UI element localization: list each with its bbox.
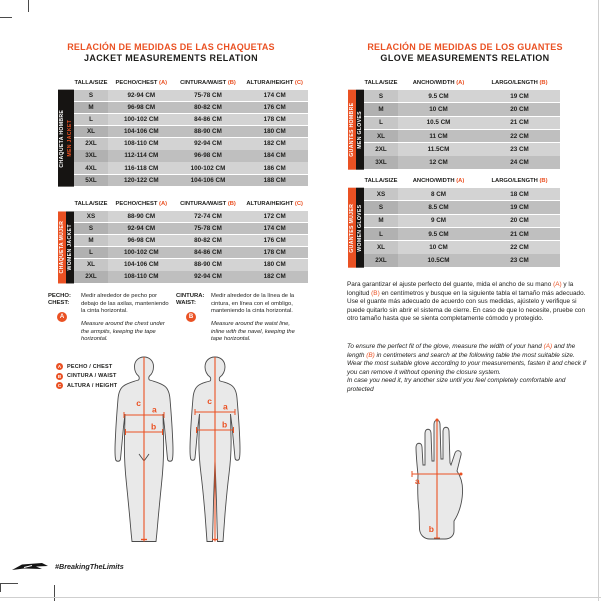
men-gloves-table bbox=[348, 79, 560, 170]
table-row bbox=[74, 102, 308, 113]
jacket-section-title: RELACIÓN DE MEDIDAS DE LAS CHAQUETAS bbox=[67, 42, 275, 52]
value-cell: 75-78 CM bbox=[175, 223, 242, 234]
legend-label: CINTURA / WAIST bbox=[67, 373, 117, 380]
table-row bbox=[74, 150, 308, 161]
legend-label: ALTURA / HEIGHT bbox=[67, 382, 118, 389]
value-cell: 10.5CM bbox=[398, 254, 479, 266]
value-cell: 108-110 CM bbox=[108, 138, 175, 149]
measure-letter-ref: (B) bbox=[371, 289, 380, 297]
size-cell: 2XL bbox=[364, 254, 398, 266]
table-row bbox=[74, 271, 308, 282]
value-cell: 8.5 CM bbox=[398, 201, 479, 213]
value-cell: 92-94 CM bbox=[108, 223, 175, 234]
chest-note-label: PECHO: CHEST: bbox=[48, 293, 71, 307]
value-cell: 80-82 CM bbox=[175, 102, 242, 113]
waist-note-text-en: Measure around the waist line, inline with the navel, keeping the tape horizontal. bbox=[211, 320, 295, 343]
size-cell: S bbox=[74, 90, 108, 101]
value-cell: 108-110 CM bbox=[108, 271, 175, 282]
value-cell: 116-118 CM bbox=[108, 162, 175, 173]
size-cell: 5XL bbox=[74, 175, 108, 186]
column-header: LARGO/LENGTH (B) bbox=[491, 178, 548, 184]
table-row bbox=[364, 117, 560, 129]
page-edge bbox=[598, 0, 599, 601]
size-cell: 2XL bbox=[364, 143, 398, 155]
table-row bbox=[364, 103, 560, 115]
value-cell: 21 CM bbox=[479, 117, 560, 129]
value-cell: 8 CM bbox=[398, 188, 479, 200]
crop-mark bbox=[28, 0, 29, 12]
measure-legend bbox=[56, 362, 117, 391]
value-cell: 10.5 CM bbox=[398, 117, 479, 129]
column-header: LARGO/LENGTH (B) bbox=[491, 80, 548, 86]
value-cell: 21 CM bbox=[479, 228, 560, 240]
size-cell: 2XL bbox=[74, 271, 108, 282]
size-cell: L bbox=[74, 247, 108, 258]
value-cell: 100-102 CM bbox=[108, 114, 175, 125]
value-cell: 180 CM bbox=[241, 126, 308, 137]
value-cell: 9 CM bbox=[398, 215, 479, 227]
size-cell: M bbox=[364, 215, 398, 227]
side-label-en: MEN GLOVES bbox=[356, 90, 364, 170]
label-a: a bbox=[223, 401, 228, 412]
header-letter: (B) bbox=[539, 80, 548, 86]
value-cell: 178 CM bbox=[241, 114, 308, 125]
side-label-es: CHAQUETA MUJER bbox=[58, 211, 66, 283]
value-cell: 80-82 CM bbox=[175, 235, 242, 246]
table-row bbox=[74, 90, 308, 101]
column-header: ALTURA/HEIGHT (C) bbox=[246, 80, 303, 86]
value-cell: 96-98 CM bbox=[108, 102, 175, 113]
glove-section-subtitle: GLOVE MEASUREMENTS RELATION bbox=[380, 52, 550, 63]
header-letter: (C) bbox=[294, 201, 303, 207]
male-figure-diagram bbox=[111, 356, 177, 546]
column-header: PECHO/CHEST (A) bbox=[115, 201, 168, 207]
table-row bbox=[364, 228, 560, 240]
size-cell: S bbox=[74, 223, 108, 234]
value-cell: 10 CM bbox=[398, 103, 479, 115]
label-b: b bbox=[222, 419, 228, 430]
side-label-es: GUANTES HOMBRE bbox=[348, 90, 356, 170]
measure-badge-b: B bbox=[186, 312, 196, 322]
header-letter: (B) bbox=[227, 80, 236, 86]
value-cell: 75-78 CM bbox=[175, 90, 242, 101]
legend-row bbox=[56, 372, 117, 382]
brand-logo bbox=[12, 562, 48, 572]
column-header: ALTURA/HEIGHT (C) bbox=[246, 201, 303, 207]
size-cell: M bbox=[74, 235, 108, 246]
table-header-row bbox=[74, 200, 308, 208]
value-cell: 20 CM bbox=[479, 215, 560, 227]
value-cell: 23 CM bbox=[479, 254, 560, 266]
size-cell: S bbox=[364, 201, 398, 213]
value-cell: 120-122 CM bbox=[108, 175, 175, 186]
header-letter: (A) bbox=[159, 201, 168, 207]
side-label-en: WOMEN JACKET bbox=[66, 211, 74, 283]
value-cell: 176 CM bbox=[241, 102, 308, 113]
size-cell: 4XL bbox=[74, 162, 108, 173]
value-cell: 23 CM bbox=[479, 143, 560, 155]
measure-letter-ref: (A) bbox=[553, 281, 562, 288]
header-letter: (B) bbox=[539, 178, 548, 184]
value-cell: 96-98 CM bbox=[108, 235, 175, 246]
crop-mark bbox=[0, 583, 1, 592]
crop-mark bbox=[0, 17, 12, 18]
size-cell: XL bbox=[74, 259, 108, 270]
value-cell: 12 CM bbox=[398, 156, 479, 168]
side-label-es: CHAQUETA HOMBRE bbox=[58, 90, 66, 187]
side-label-es: GUANTES MUJER bbox=[348, 188, 356, 268]
value-cell: 19 CM bbox=[479, 90, 560, 102]
value-cell: 184 CM bbox=[241, 150, 308, 161]
measure-letter-ref: (B) bbox=[366, 351, 375, 359]
value-cell: 72-74 CM bbox=[175, 211, 242, 222]
table-row bbox=[364, 201, 560, 213]
value-cell: 92-94 CM bbox=[175, 138, 242, 149]
value-cell: 88-90 CM bbox=[175, 126, 242, 137]
glove-instructions-en: To ensure the perfect fit of the glove, measure the width of your hand (A) and the length (B) in centimeters and search at the following table the most suitable size. Wear the most suitable glove according to your measurements, fasten it and check if you can remove it without opening the closure system. In case you need it, try another size until you feel completely comfortable and protected bbox=[347, 343, 586, 393]
column-header: ANCHO/WIDTH (A) bbox=[412, 178, 465, 184]
women-gloves-table bbox=[348, 177, 560, 268]
value-cell: 9.5 CM bbox=[398, 90, 479, 102]
column-header: TALLA/SIZE bbox=[364, 80, 398, 86]
label-c: c bbox=[136, 398, 141, 408]
legend-badge: B bbox=[57, 373, 62, 379]
line-end-dot bbox=[460, 473, 463, 476]
value-cell: 188 CM bbox=[241, 175, 308, 186]
value-cell: 174 CM bbox=[241, 90, 308, 101]
hand-silhouette bbox=[416, 420, 463, 539]
value-cell: 182 CM bbox=[241, 271, 308, 282]
value-cell: 9.5 CM bbox=[398, 228, 479, 240]
value-cell: 20 CM bbox=[479, 103, 560, 115]
size-cell: S bbox=[364, 90, 398, 102]
table-row bbox=[74, 259, 308, 270]
size-cell: XL bbox=[364, 241, 398, 253]
table-row bbox=[74, 162, 308, 173]
value-cell: 104-106 CM bbox=[175, 175, 242, 186]
footer-hashtag: #BreakingTheLimits bbox=[55, 562, 124, 571]
value-cell: 104-106 CM bbox=[108, 259, 175, 270]
value-cell: 84-86 CM bbox=[175, 247, 242, 258]
size-cell: M bbox=[74, 102, 108, 113]
header-letter: (A) bbox=[456, 80, 465, 86]
label-c: c bbox=[207, 396, 212, 406]
header-letter: (A) bbox=[456, 178, 465, 184]
legend-label: PECHO / CHEST bbox=[67, 363, 113, 370]
size-cell: 2XL bbox=[74, 138, 108, 149]
value-cell: 176 CM bbox=[241, 235, 308, 246]
line-end-dot bbox=[436, 419, 439, 422]
size-cell: 3XL bbox=[74, 150, 108, 161]
label-a: a bbox=[415, 476, 420, 486]
value-cell: 18 CM bbox=[479, 188, 560, 200]
side-label-en: WOMEN GLOVES bbox=[356, 188, 364, 268]
table-header-row bbox=[364, 79, 560, 87]
column-header: TALLA/SIZE bbox=[74, 80, 108, 86]
glove-section-title: RELACIÓN DE MEDIDAS DE LOS GUANTES bbox=[367, 42, 563, 52]
value-cell: 11.5CM bbox=[398, 143, 479, 155]
page-edge bbox=[0, 597, 601, 598]
waist-note-text-es: Medir alrededor de la línea de la cintura, en línea con el ombligo, manteniendo la cinta horizontal. bbox=[211, 293, 295, 315]
hand-diagram bbox=[402, 411, 478, 543]
female-figure-diagram bbox=[184, 356, 246, 546]
legend-row bbox=[56, 381, 117, 391]
header-letter: (A) bbox=[159, 80, 168, 86]
size-cell: M bbox=[364, 103, 398, 115]
crop-mark bbox=[0, 583, 18, 584]
chest-note-text-es: Medir alrededor de pecho por debajo de las axilas, manteniendo la cinta horizontal. bbox=[81, 293, 169, 315]
table-header-row bbox=[74, 79, 308, 87]
value-cell: 112-114 CM bbox=[108, 150, 175, 161]
table-row bbox=[74, 138, 308, 149]
column-header: PECHO/CHEST (A) bbox=[115, 80, 168, 86]
column-header: CINTURA/WAIST (B) bbox=[180, 80, 236, 86]
table-row bbox=[74, 114, 308, 125]
table-row bbox=[364, 188, 560, 200]
size-cell: L bbox=[364, 117, 398, 129]
column-header: CINTURA/WAIST (B) bbox=[180, 201, 236, 207]
waist-note-label: CINTURA: WAIST: bbox=[176, 293, 205, 307]
value-cell: 96-98 CM bbox=[175, 150, 242, 161]
value-cell: 10 CM bbox=[398, 241, 479, 253]
value-cell: 104-106 CM bbox=[108, 126, 175, 137]
size-cell: XS bbox=[74, 211, 108, 222]
value-cell: 84-86 CM bbox=[175, 114, 242, 125]
legend-badge: A bbox=[57, 364, 62, 370]
label-b: b bbox=[428, 524, 434, 534]
value-cell: 92-94 CM bbox=[108, 90, 175, 101]
value-cell: 174 CM bbox=[241, 223, 308, 234]
size-cell: XL bbox=[74, 126, 108, 137]
value-cell: 182 CM bbox=[241, 138, 308, 149]
men-jacket-side-label bbox=[58, 90, 74, 187]
table-row bbox=[74, 211, 308, 222]
table-header-row bbox=[364, 177, 560, 185]
table-row bbox=[364, 215, 560, 227]
legend-row bbox=[56, 362, 117, 372]
jacket-section-subtitle: JACKET MEASUREMENTS RELATION bbox=[83, 52, 259, 63]
value-cell: 22 CM bbox=[479, 241, 560, 253]
table-row bbox=[364, 241, 560, 253]
value-cell: 22 CM bbox=[479, 130, 560, 142]
size-cell: L bbox=[74, 114, 108, 125]
value-cell: 92-94 CM bbox=[175, 271, 242, 282]
table-row bbox=[74, 175, 308, 186]
women-jacket-table bbox=[58, 200, 308, 283]
value-cell: 172 CM bbox=[241, 211, 308, 222]
column-header: TALLA/SIZE bbox=[74, 201, 108, 207]
men-jacket-table bbox=[58, 79, 308, 187]
women-jacket-side-label bbox=[58, 211, 74, 283]
size-cell: XS bbox=[364, 188, 398, 200]
legend-badge: C bbox=[57, 383, 62, 389]
waist-measure-note bbox=[176, 293, 298, 344]
column-header: ANCHO/WIDTH (A) bbox=[412, 80, 465, 86]
table-row bbox=[74, 126, 308, 137]
crop-mark bbox=[54, 585, 55, 601]
table-row bbox=[364, 156, 560, 168]
value-cell: 178 CM bbox=[241, 247, 308, 258]
value-cell: 19 CM bbox=[479, 201, 560, 213]
value-cell: 88-90 CM bbox=[108, 211, 175, 222]
value-cell: 186 CM bbox=[241, 162, 308, 173]
value-cell: 88-90 CM bbox=[175, 259, 242, 270]
measure-letter-ref: (A) bbox=[543, 343, 553, 350]
value-cell: 11 CM bbox=[398, 130, 479, 142]
men-gloves-side-label bbox=[348, 90, 364, 170]
value-cell: 24 CM bbox=[479, 156, 560, 168]
size-cell: L bbox=[364, 228, 398, 240]
glove-instructions-es: Para garantizar el ajuste perfecto del guante, mida el ancho de su mano (A) y la longitud (B) en centímetros y busque en la siguiente tabla el tamaño más adecuado. Use el guante más adecuado de acuerdo con sus medidas, ajústelo y verifique si puede quitarlo sin abrir el sistema de cierre. En caso de que lo necesite, pruebe con otro tamaño hasta que se sienta completamente cómodo y protegido. bbox=[347, 281, 586, 323]
chest-note-text-en: Measure around the chest under the armpits, keeping the tape horizontal. bbox=[81, 320, 165, 343]
label-a: a bbox=[152, 404, 157, 415]
table-row bbox=[74, 247, 308, 258]
value-cell: 180 CM bbox=[241, 259, 308, 270]
table-row bbox=[74, 223, 308, 234]
header-letter: (B) bbox=[227, 201, 236, 207]
size-cell: 3XL bbox=[364, 156, 398, 168]
label-b: b bbox=[151, 421, 157, 432]
value-cell: 100-102 CM bbox=[175, 162, 242, 173]
measure-badge-a: A bbox=[57, 312, 67, 322]
table-row bbox=[364, 143, 560, 155]
table-row bbox=[364, 90, 560, 102]
chest-measure-note bbox=[48, 293, 170, 344]
column-header: TALLA/SIZE bbox=[364, 178, 398, 184]
table-row bbox=[364, 254, 560, 266]
women-gloves-side-label bbox=[348, 188, 364, 268]
table-row bbox=[74, 235, 308, 246]
value-cell: 100-102 CM bbox=[108, 247, 175, 258]
side-label-en: MEN JACKET bbox=[66, 90, 74, 187]
size-cell: XL bbox=[364, 130, 398, 142]
table-row bbox=[364, 130, 560, 142]
header-letter: (C) bbox=[294, 80, 303, 86]
